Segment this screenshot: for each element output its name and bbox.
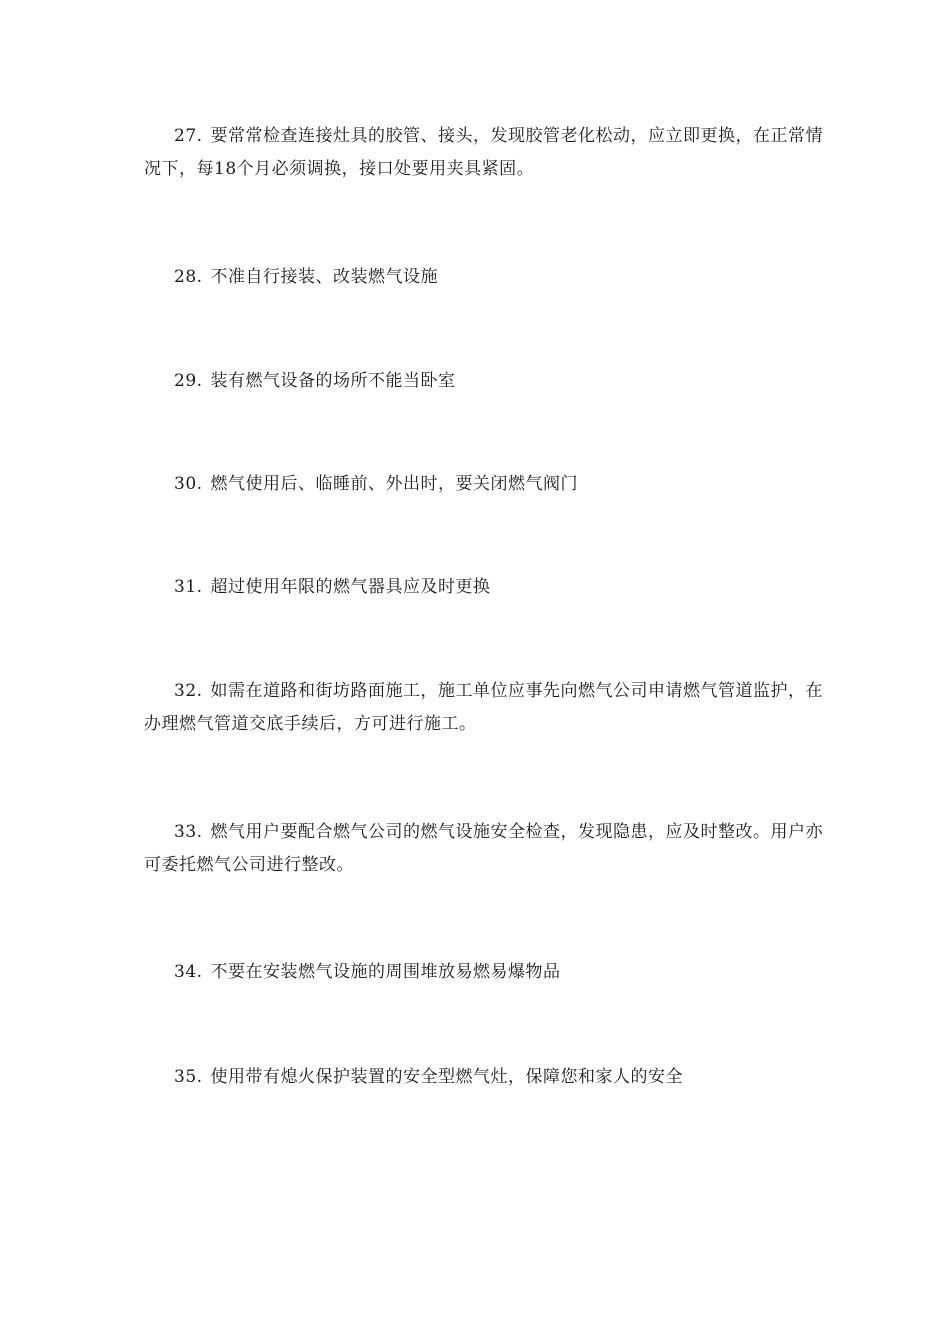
list-item-30 [144,468,824,501]
list-item-28 [144,261,824,294]
list-item-32 [144,675,824,741]
item-number: 31. [174,577,203,597]
item-text: 不要在安装燃气设施的周围堆放易燃易爆物品 [210,962,561,982]
list-item-33 [144,816,824,882]
item-text: 使用带有熄火保护装置的安全型燃气灶，保障您和家人的安全 [210,1067,684,1087]
item-text: 不准自行接装、改装燃气设施 [210,267,439,287]
item-number: 30. [174,474,203,494]
list-item-29 [144,365,824,398]
item-number: 34. [174,962,203,982]
list-item-35 [144,1061,824,1094]
list-item-34 [144,956,824,989]
list-item-27 [144,120,824,186]
item-text: 超过使用年限的燃气器具应及时更换 [210,577,491,597]
item-text: 装有燃气设备的场所不能当卧室 [210,371,456,391]
item-text: 如需在道路和街坊路面施工，施工单位应事先向燃气公司申请燃气管道监护，在办理燃气管道交底手续后，方可进行施工。 [144,681,824,734]
item-number: 32. [174,681,203,701]
item-number: 35. [174,1067,203,1087]
item-number: 33. [174,822,203,842]
item-text: 燃气用户要配合燃气公司的燃气设施安全检查，发现隐患，应及时整改。用户亦可委托燃气公司进行整改。 [144,822,824,875]
item-number: 28. [174,267,203,287]
item-text: 燃气使用后、临睡前、外出时，要关闭燃气阀门 [210,474,579,494]
item-number: 29. [174,371,203,391]
item-number: 27. [174,126,203,146]
list-item-31 [144,571,824,604]
item-text: 要常常检查连接灶具的胶管、接头，发现胶管老化松动，应立即更换，在正常情况下，每18个月必须调换，接口处要用夹具紧固。 [144,126,824,179]
